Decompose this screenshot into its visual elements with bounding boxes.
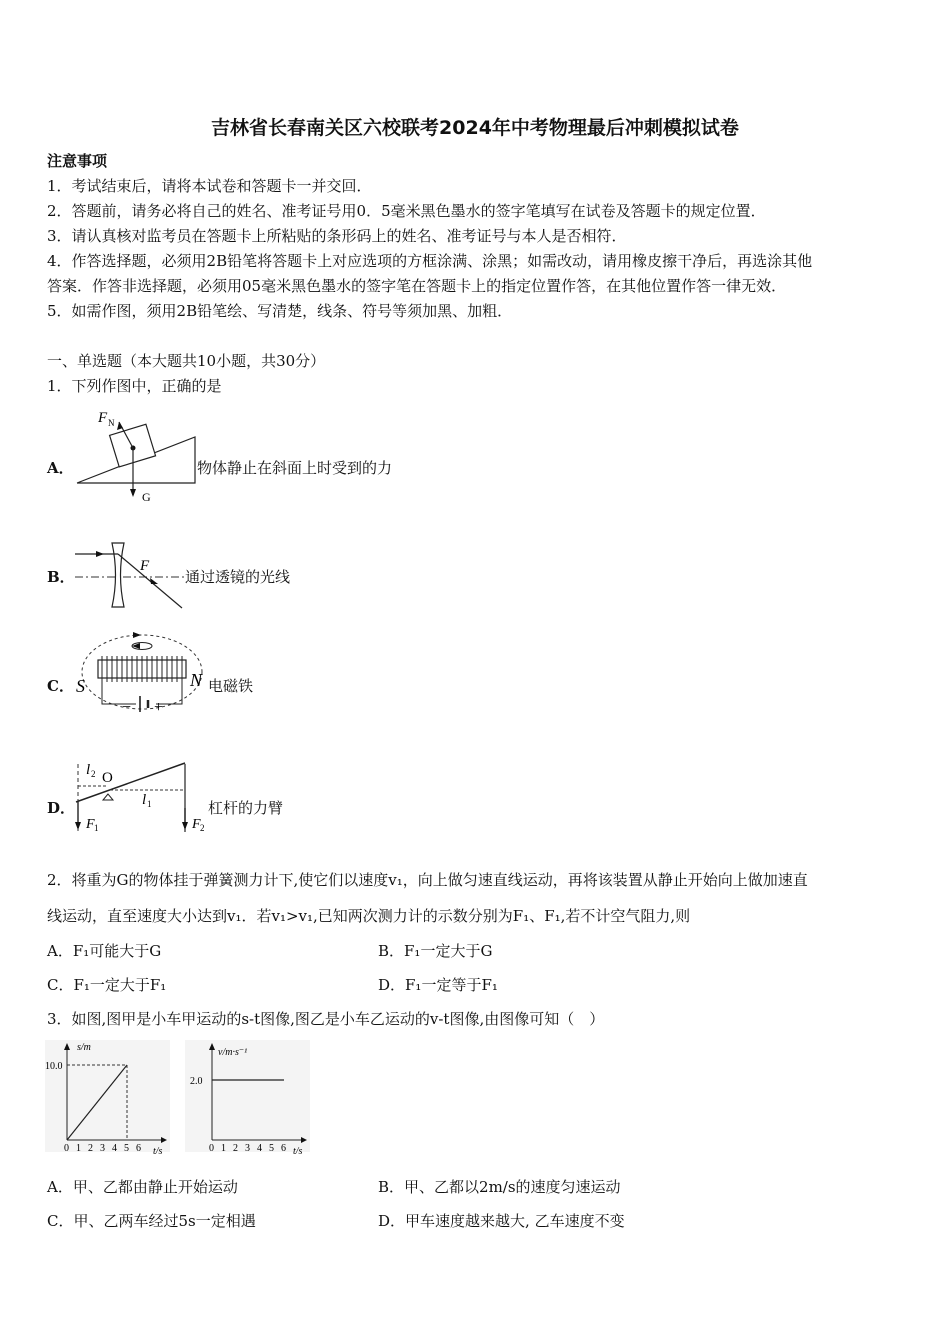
page-title: 吉林省长春南关区六校联考2024年中考物理最后冲刺模拟试卷 bbox=[211, 117, 739, 139]
vt-ytick: 2.0 bbox=[190, 1076, 203, 1087]
battery-plus-label: + bbox=[154, 699, 164, 716]
x-tick-label: 3 bbox=[245, 1143, 250, 1154]
pole-s-label: S bbox=[76, 676, 85, 696]
x-tick-label: 5 bbox=[124, 1143, 129, 1154]
option-b-label: B． bbox=[47, 568, 75, 586]
option-d-label: D． bbox=[47, 799, 76, 817]
x-tick-label: 1 bbox=[76, 1143, 81, 1154]
notice-item: 3．请认真核对监考员在答题卡上所粘贴的条形码上的姓名、准考证号与本人是否相符． bbox=[47, 227, 627, 245]
option-b: B．F₁一定大于G bbox=[378, 942, 493, 960]
arm-l2-subscript: 2 bbox=[91, 769, 96, 779]
vt-ylabel: v/m·s⁻¹ bbox=[218, 1047, 248, 1058]
x-tick-label: 2 bbox=[88, 1143, 93, 1154]
x-tick-label: 4 bbox=[257, 1143, 262, 1154]
vt-xlabel: t/s bbox=[293, 1146, 303, 1157]
x-tick-label: 3 bbox=[100, 1143, 105, 1154]
notice-heading: 注意事项 bbox=[47, 152, 108, 170]
force-f1-symbol: F bbox=[86, 817, 95, 832]
option-b-text: 通过透镜的光线 bbox=[185, 568, 291, 586]
arm-l1-subscript: 1 bbox=[147, 799, 152, 809]
option-d: D．甲车速度越来越大, 乙车速度不变 bbox=[378, 1212, 625, 1230]
st-ylabel: s/m bbox=[77, 1042, 91, 1053]
x-tick-label: 1 bbox=[221, 1143, 226, 1154]
option-d: D．F₁一定等于F₁ bbox=[378, 976, 498, 994]
option-c-label: C． bbox=[47, 677, 74, 695]
notice-item: 5．如需作图，须用2B铅笔绘、写清楚，线条、符号等须加黑、加粗． bbox=[47, 302, 513, 320]
option-a: A．F₁可能大于G bbox=[47, 942, 162, 960]
option-a-label: A． bbox=[47, 459, 74, 477]
incline-force-diagram bbox=[70, 400, 200, 510]
x-tick-label: 0 bbox=[64, 1143, 69, 1154]
x-tick-label: 0 bbox=[209, 1143, 214, 1154]
question-2-stem-line1: 2．将重为G的物体挂于弹簧测力计下,使它们以速度v₁，向上做匀速直线运动，再将该装置从静止开始向上做加速直 bbox=[47, 871, 808, 889]
force-f1-subscript: 1 bbox=[94, 823, 99, 833]
notice-item: 4．作答选择题，必须用2B铅笔将答题卡上对应选项的方框涂满、涂黑；如需改动，请用橡皮擦干净后，再选涂其他 bbox=[47, 252, 813, 270]
option-a: A．甲、乙都由静止开始运动 bbox=[47, 1178, 238, 1196]
notice-item: 1．考试结束后，请将本试卷和答题卡一并交回． bbox=[47, 177, 372, 195]
st-graph bbox=[45, 1040, 170, 1158]
question-2-stem-line2: 线运动，直至速度大小达到v₁．若v₁>v₁,已知两次测力计的示数分别为F₁、F₁,若不计空气阻力,则 bbox=[47, 907, 691, 925]
notice-item: 2．答题前，请务必将自己的姓名、准考证号用0．5毫米黑色墨水的签字笔填写在试卷及答题卡的规定位置． bbox=[47, 202, 766, 220]
force-f2-subscript: 2 bbox=[200, 823, 205, 833]
lever-diagram bbox=[72, 758, 212, 838]
question-1-stem: 1．下列作图中，正确的是 bbox=[47, 377, 222, 395]
x-tick-label: 6 bbox=[281, 1143, 286, 1154]
force-f2-symbol: F bbox=[192, 817, 201, 832]
vt-graph bbox=[185, 1040, 310, 1158]
option-d-text: 杠杆的力臂 bbox=[208, 799, 284, 817]
arm-l2-symbol: l bbox=[86, 762, 91, 778]
force-fn-symbol: F bbox=[98, 410, 108, 426]
option-c: C．F₁一定大于F₁ bbox=[47, 976, 167, 994]
st-xlabel: t/s bbox=[153, 1146, 163, 1157]
option-b: B．甲、乙都以2m/s的速度匀速运动 bbox=[378, 1178, 621, 1196]
pivot-o-label: O bbox=[102, 770, 113, 786]
x-tick-label: 5 bbox=[269, 1143, 274, 1154]
option-c: C．甲、乙两车经过5s一定相遇 bbox=[47, 1212, 256, 1230]
x-tick-label: 4 bbox=[112, 1143, 117, 1154]
x-tick-label: 6 bbox=[136, 1143, 141, 1154]
question-3-stem: 3．如图,图甲是小车甲运动的s-t图像,图乙是小车乙运动的v-t图像,由图像可知（ ） bbox=[47, 1010, 605, 1028]
notice-item: 答案．作答非选择题，必须用05毫米黑色墨水的签字笔在答题卡上的指定位置作答，在其他位置作答一律无效． bbox=[47, 277, 787, 295]
lens-ray-diagram bbox=[70, 538, 190, 610]
st-ytick: 10.0 bbox=[45, 1061, 63, 1072]
option-a-text: 物体静止在斜面上时受到的力 bbox=[197, 459, 393, 477]
force-fn-subscript: N bbox=[108, 418, 115, 428]
arm-l1-symbol: l bbox=[142, 792, 147, 808]
option-c-text: 电磁铁 bbox=[208, 677, 254, 695]
pole-n-label: N bbox=[190, 670, 203, 690]
section-heading: 一、单选题（本大题共10小题，共30分） bbox=[47, 352, 326, 370]
force-g-label: G bbox=[142, 490, 151, 504]
focal-point-label: F bbox=[140, 558, 150, 574]
battery-minus-label: − bbox=[122, 699, 132, 716]
electromagnet-diagram bbox=[72, 626, 212, 718]
x-tick-label: 2 bbox=[233, 1143, 238, 1154]
